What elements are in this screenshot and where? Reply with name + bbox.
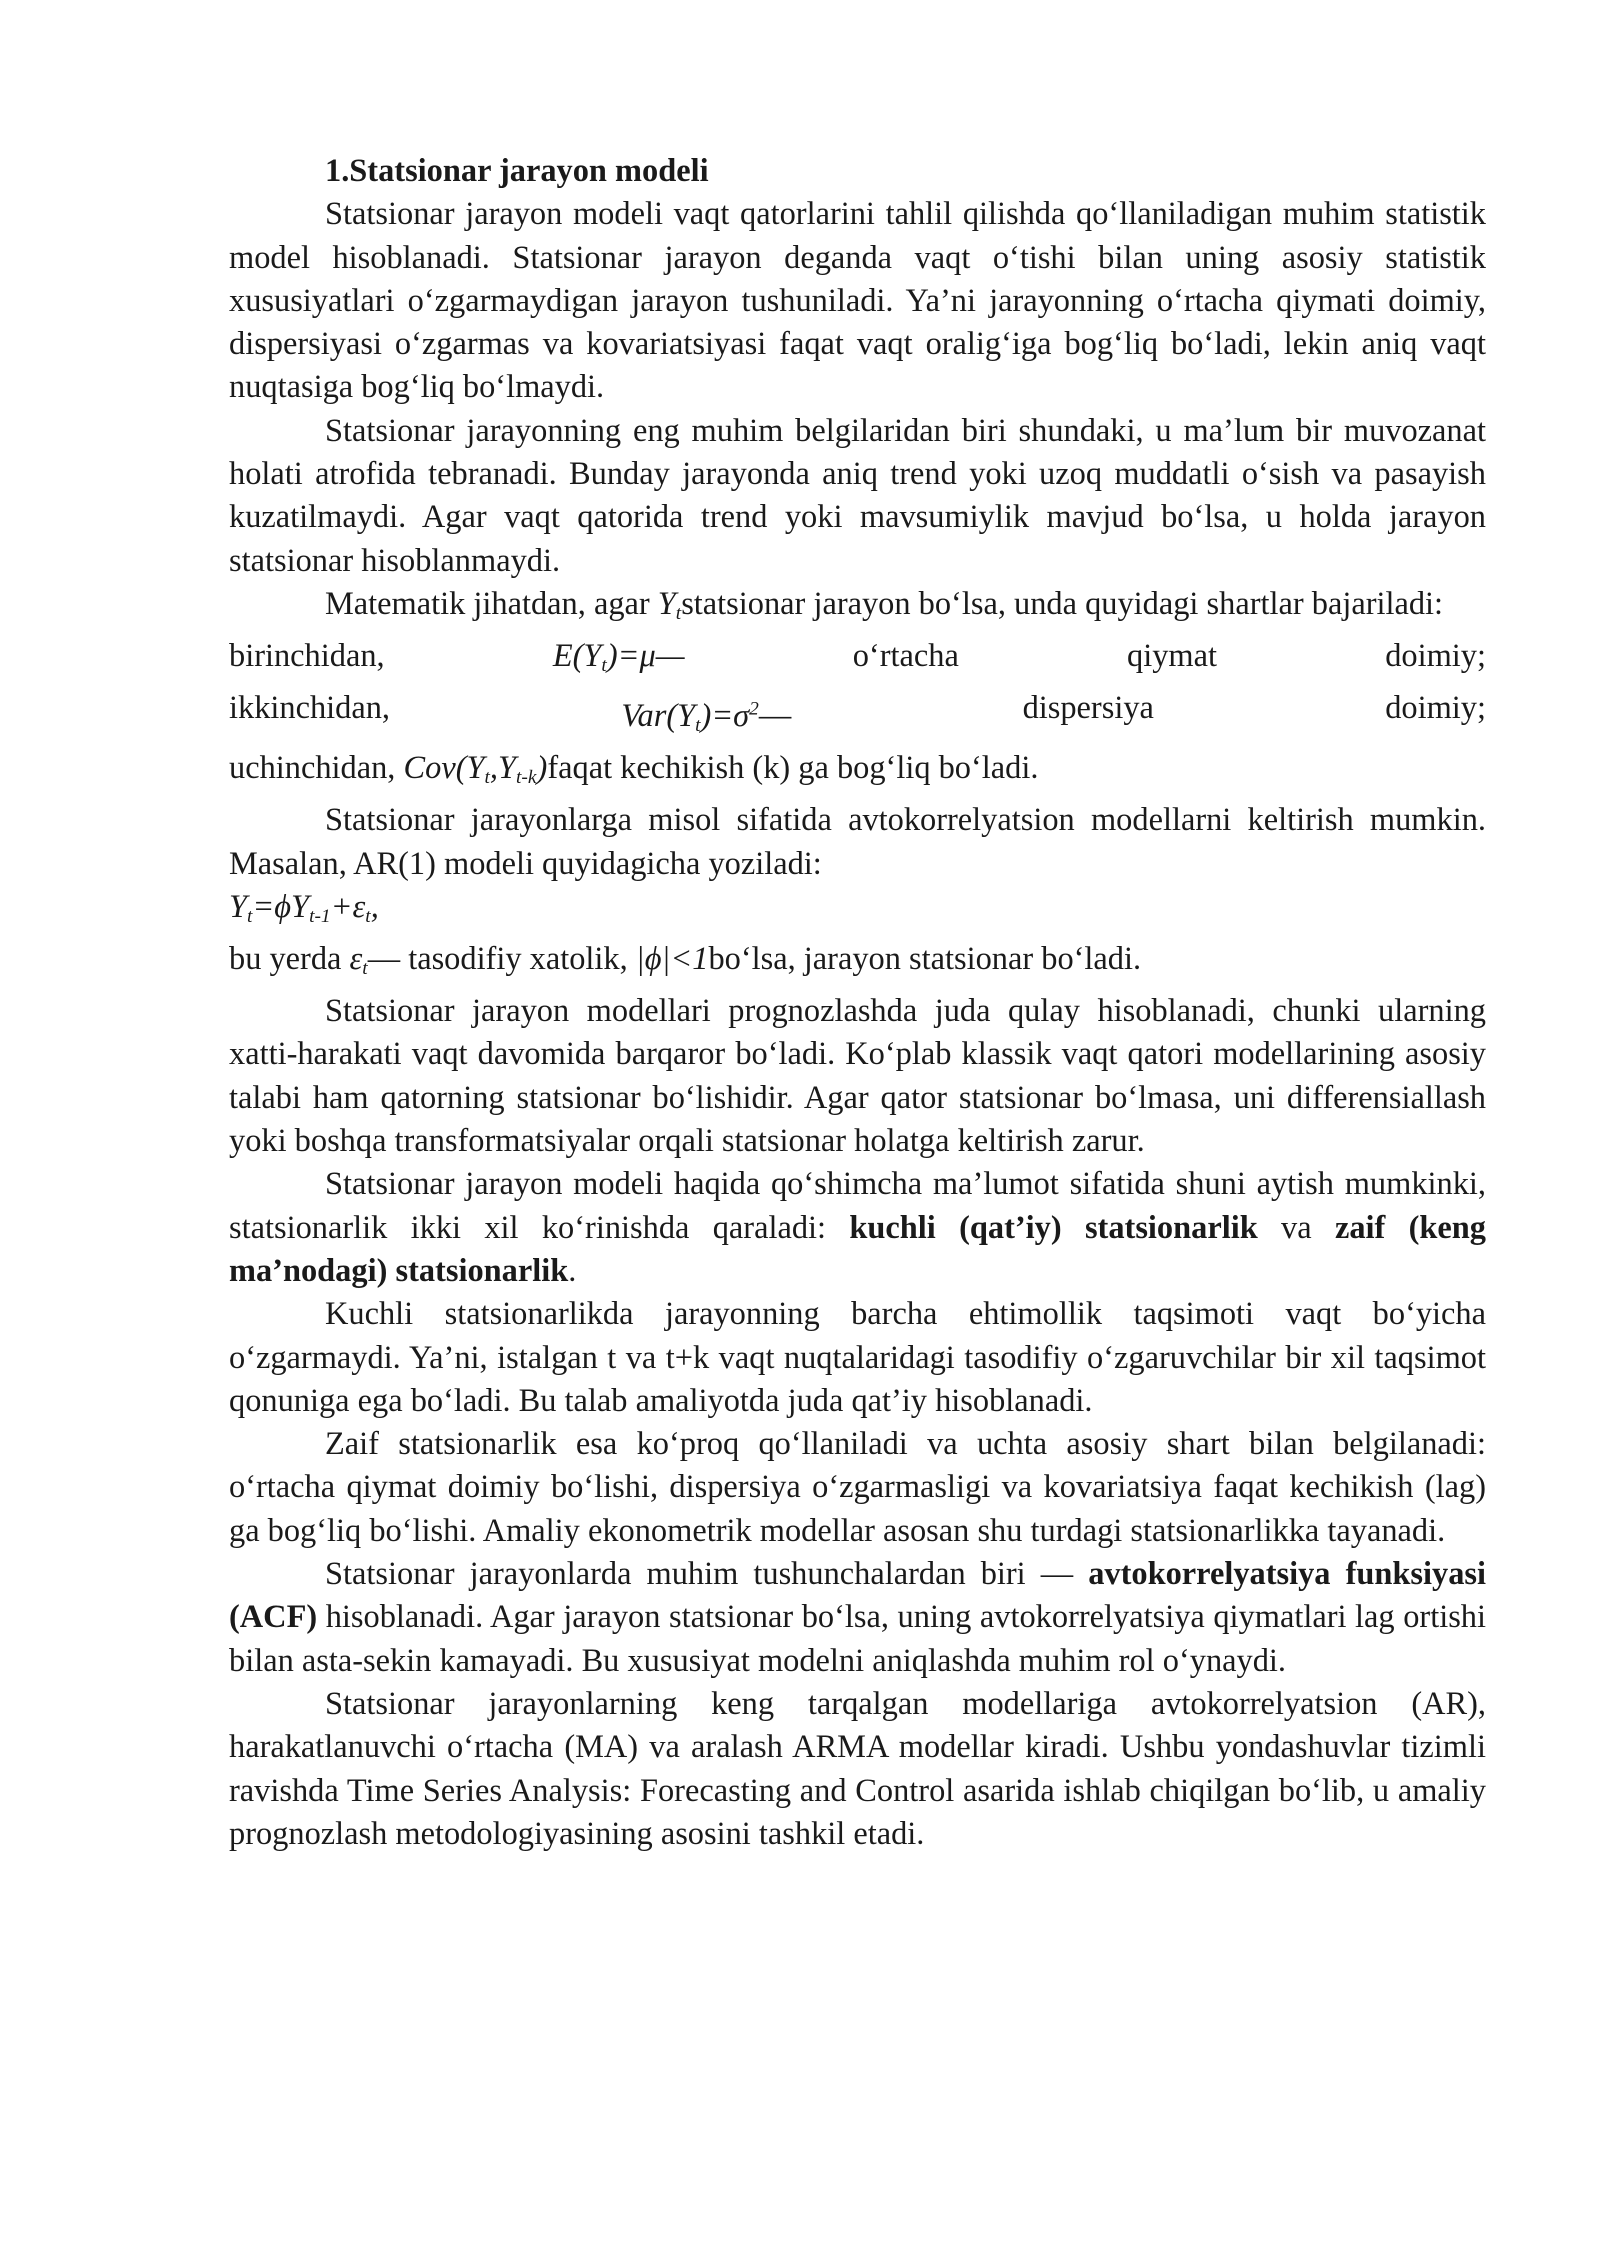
math-mean: $E(Y_t)=\mu—$ bbox=[552, 638, 685, 676]
math-epsilon: $\varepsilon_t$ bbox=[349, 941, 368, 979]
paragraph-11: Statsionar jarayonlarning keng tarqalgan modellariga avtokorrelyatsion (AR), harakatlanuvchi o‘rtacha (MA) va aralash ARMA modellar kiradi. Ushbu yondashuvlar tizimli ravishda Time Series Analysis: Forecasting and Control asarida ishlab chiqilgan bo‘lib, u amaliy prognozlash metodologiyasining asosini tashkil etadi. bbox=[229, 1685, 1486, 1852]
math-covariance: $Cov(Y_t,Y_{t-k})$ bbox=[403, 750, 548, 788]
math-abs-phi: |ϕ|<1 bbox=[635, 941, 709, 977]
paragraph-3: Matematik jihatdan, agar $Y_tstatsionar$ jarayon bo‘lsa, unda quyidagi shartlar bajariladi: bbox=[325, 585, 1444, 624]
paragraph-2: Statsionar jarayonning eng muhim belgilaridan biri shundaki, u ma’lum bir muvozanat holati atrofida tebranadi. Bunday jarayonda aniq trend yoki uzoq muddatli o‘sish va pasayish kuzatilmaydi. Agar vaqt qatorida trend yoki mavsumiylik mavjud bo‘lsa, u holda jarayon statsionar hisoblanmaydi. bbox=[229, 412, 1486, 579]
paragraph-6: Statsionar jarayon modellari prognozlashda juda qulay hisoblanadi, chunki ularning xatti-harakati vaqt davomida barqaror bo‘ladi. Ko‘plab klassik vaqt qatori modellarining asosiy talabi ham qatorning statsionar bo‘lishidir. Agar qator statsionar bo‘lmasa, uni differensiallash yoki boshqa transformatsiyalar orqali statsionar holatga keltirish zarur. bbox=[229, 993, 1486, 1160]
condition-2: ikkinchidan, $Var(Y_t)=\sigma^2—$ dispersiya doimiy; bbox=[229, 687, 1486, 747]
bold-acf: avtokorrelyatsiya funksiyasi (ACF) bbox=[229, 1556, 1486, 1636]
paragraph-9: Zaif statsionarlik esa ko‘proq qo‘llaniladi va uchta asosiy shart bilan belgilanadi: o‘rtacha qiymat doimiy bo‘lishi, dispersiya o‘zgarmasligi va kovariatsiya faqat kechikish (lag) ga bog‘liq bo‘lishi. Amaliy ekonometrik modellar asosan shu turdagi statsionarlikka tayanadi. bbox=[229, 1426, 1486, 1549]
bold-weak-stationarity: zaif (keng ma’nodagi) statsionarlik bbox=[229, 1209, 1486, 1289]
paragraph-8: Kuchli statsionarlikda jarayonning barcha ehtimollik taqsimoti vaqt bo‘yicha o‘zgarmaydi. Ya’ni, istalgan t va t+k vaqt nuqtalaridagi tasodifiy o‘zgaruvchilar bir xil taqsimot qonuniga ega bo‘ladi. Bu talab amaliyotda juda qat’iy hisoblanadi. bbox=[229, 1296, 1486, 1419]
paragraph-1: Statsionar jarayon modeli vaqt qatorlarini tahlil qilishda qo‘llaniladigan muhim statistik model hisoblanadi. Statsionar jarayon deganda vaqt o‘tishi bilan uning asosiy statistik xususiyatlari o‘zgarmaydigan jarayon tushuniladi. Ya’ni jarayonning o‘rtacha qiymati doimiy, dispersiyasi o‘zgarmas va kovariatsiyasi faqat vaqt oralig‘iga bog‘liq bo‘ladi, lekin aniq vaqt nuqtasiga bog‘liq bo‘lmaydi. bbox=[229, 196, 1486, 406]
document-page bbox=[229, 150, 1486, 1856]
bold-strong-stationarity: kuchli (qat’iy) statsionarlik bbox=[849, 1209, 1258, 1246]
section-heading: 1.Statsionar jarayon modeli bbox=[325, 153, 709, 189]
math-variance: $Var(Y_t)=\sigma^2—$ bbox=[621, 697, 792, 736]
condition-3: uchinchidan, $Cov(Y_t,Y_{t-k})faqat$ kechikish (k) ga bog‘liq bo‘ladi. bbox=[229, 750, 1039, 788]
condition-1: birinchidan, $E(Y_t)=\mu—$ o‘rtacha qiymat doimiy; bbox=[229, 635, 1486, 687]
paragraph-7: Statsionar jarayon modeli haqida qo‘shimcha ma’lumot sifatida shuni aytish mumkinki, statsionarlik ikki xil ko‘rinishda qaraladi: kuchli (qat’iy) statsionarlik va zaif (keng ma’nodagi) statsionarlik. bbox=[229, 1166, 1486, 1289]
paragraph-10: Statsionar jarayonlarda muhim tushunchalardan biri — avtokorrelyatsiya funksiyasi (ACF) hisoblanadi. Agar jarayon statsionar bo‘lsa, uning avtokorrelyatsiya qiymatlari lag ortishi bilan asta-sekin kamayadi. Bu xususiyat modelni aniqlashda muhim rol o‘ynaydi. bbox=[229, 1556, 1486, 1679]
paragraph-5: bu yerda $\varepsilon_t—$ tasodifiy xatolik, |ϕ|<1bo‘lsa, jarayon statsionar bo‘ladi. bbox=[229, 941, 1142, 979]
ar1-formula: $Y_t=\phi Y_{t-1}+\varepsilon_t$, bbox=[229, 888, 379, 927]
paragraph-4: Statsionar jarayonlarga misol sifatida avtokorrelyatsion modellarni keltirish mumkin. Masalan, AR(1) modeli quyidagicha yoziladi: bbox=[229, 802, 1486, 882]
math-yt: $Y_t$ bbox=[657, 585, 682, 624]
